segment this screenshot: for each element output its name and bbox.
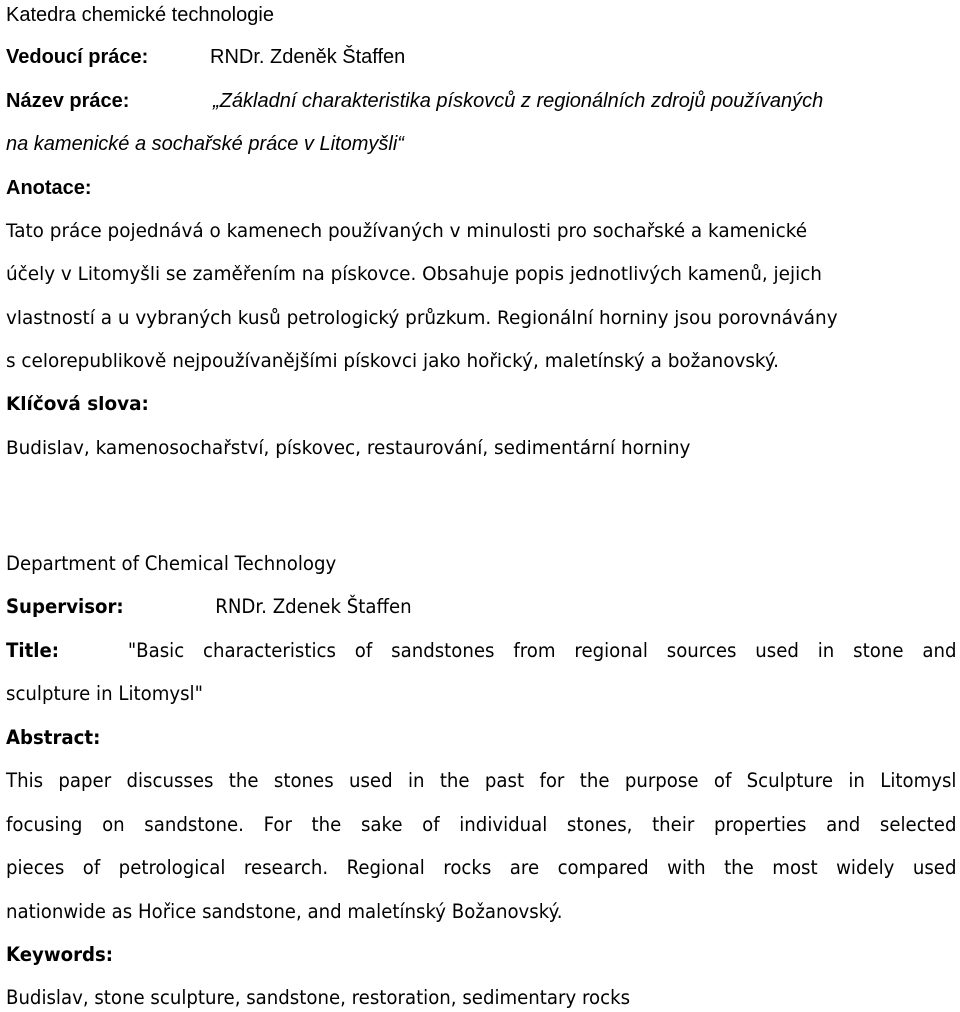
en-abstract-line: nationwide as Hořice sandstone, and maletínský Božanovský.	[6, 900, 563, 923]
en-department: Department of Chemical Technology	[6, 552, 337, 575]
cz-annotation-line: s celorepublikově nejpoužívanějšími pískovci jako hořický, maletínský a božanovský.	[6, 351, 780, 372]
en-supervisor-name: RNDr. Zdenek Štaffen	[215, 595, 412, 618]
en-abstract-label: Abstract:	[6, 726, 101, 749]
en-supervisor-row	[6, 593, 936, 621]
cz-annotation-line: Tato práce pojednává o kamenech používaných v minulosti pro sochařské a kamenické	[6, 221, 808, 242]
cz-supervisor-label: Vedoucí práce:	[6, 46, 149, 68]
cz-annotation-label: Anotace:	[6, 177, 92, 199]
en-keywords-label: Keywords:	[6, 943, 114, 966]
cz-keywords-label: Klíčová slova:	[6, 394, 149, 415]
cz-keywords: Budislav, kamenosochařství, pískovec, restaurování, sedimentární horniny	[6, 438, 691, 459]
en-abstract-line: pieces of petrological research. Regional rocks are compared with the most widely used	[6, 856, 957, 879]
en-keywords: Budislav, stone sculpture, sandstone, restoration, sedimentary rocks	[6, 986, 631, 1009]
cz-title-label: Název práce:	[6, 90, 130, 112]
en-abstract-line: focusing on sandstone. For the sake of individual stones, their properties and selected	[6, 813, 957, 836]
cz-department: Katedra chemické technologie	[6, 4, 274, 26]
en-title-row	[6, 637, 956, 665]
cz-title-row	[6, 87, 956, 115]
cz-supervisor-row	[6, 43, 946, 71]
cz-supervisor-name: RNDr. Zdeněk Štaffen	[210, 46, 406, 68]
cz-annotation-line: účely v Litomyšli se zaměřením na pískovce. Obsahuje popis jednotlivých kamenů, jejich	[6, 264, 822, 285]
en-title-label: Title:	[6, 639, 60, 662]
cz-annotation-line: vlastností a u vybraných kusů petrologický průzkum. Regionální horniny jsou porovnávány	[6, 308, 838, 329]
en-title-line1: "Basic characteristics of sandstones from regional sources used in stone and	[127, 639, 957, 662]
cz-title-line2: na kamenické a sochařské práce v Litomyšli“	[6, 133, 404, 155]
cz-title-line1: „Základní charakteristika pískovců z regionálních zdrojů používaných	[213, 90, 824, 112]
en-abstract-line: This paper discusses the stones used in the past for the purpose of Sculpture in Litomysl	[6, 769, 957, 792]
en-title-line2: sculpture in Litomysl"	[6, 682, 203, 705]
en-supervisor-label: Supervisor:	[6, 595, 124, 618]
